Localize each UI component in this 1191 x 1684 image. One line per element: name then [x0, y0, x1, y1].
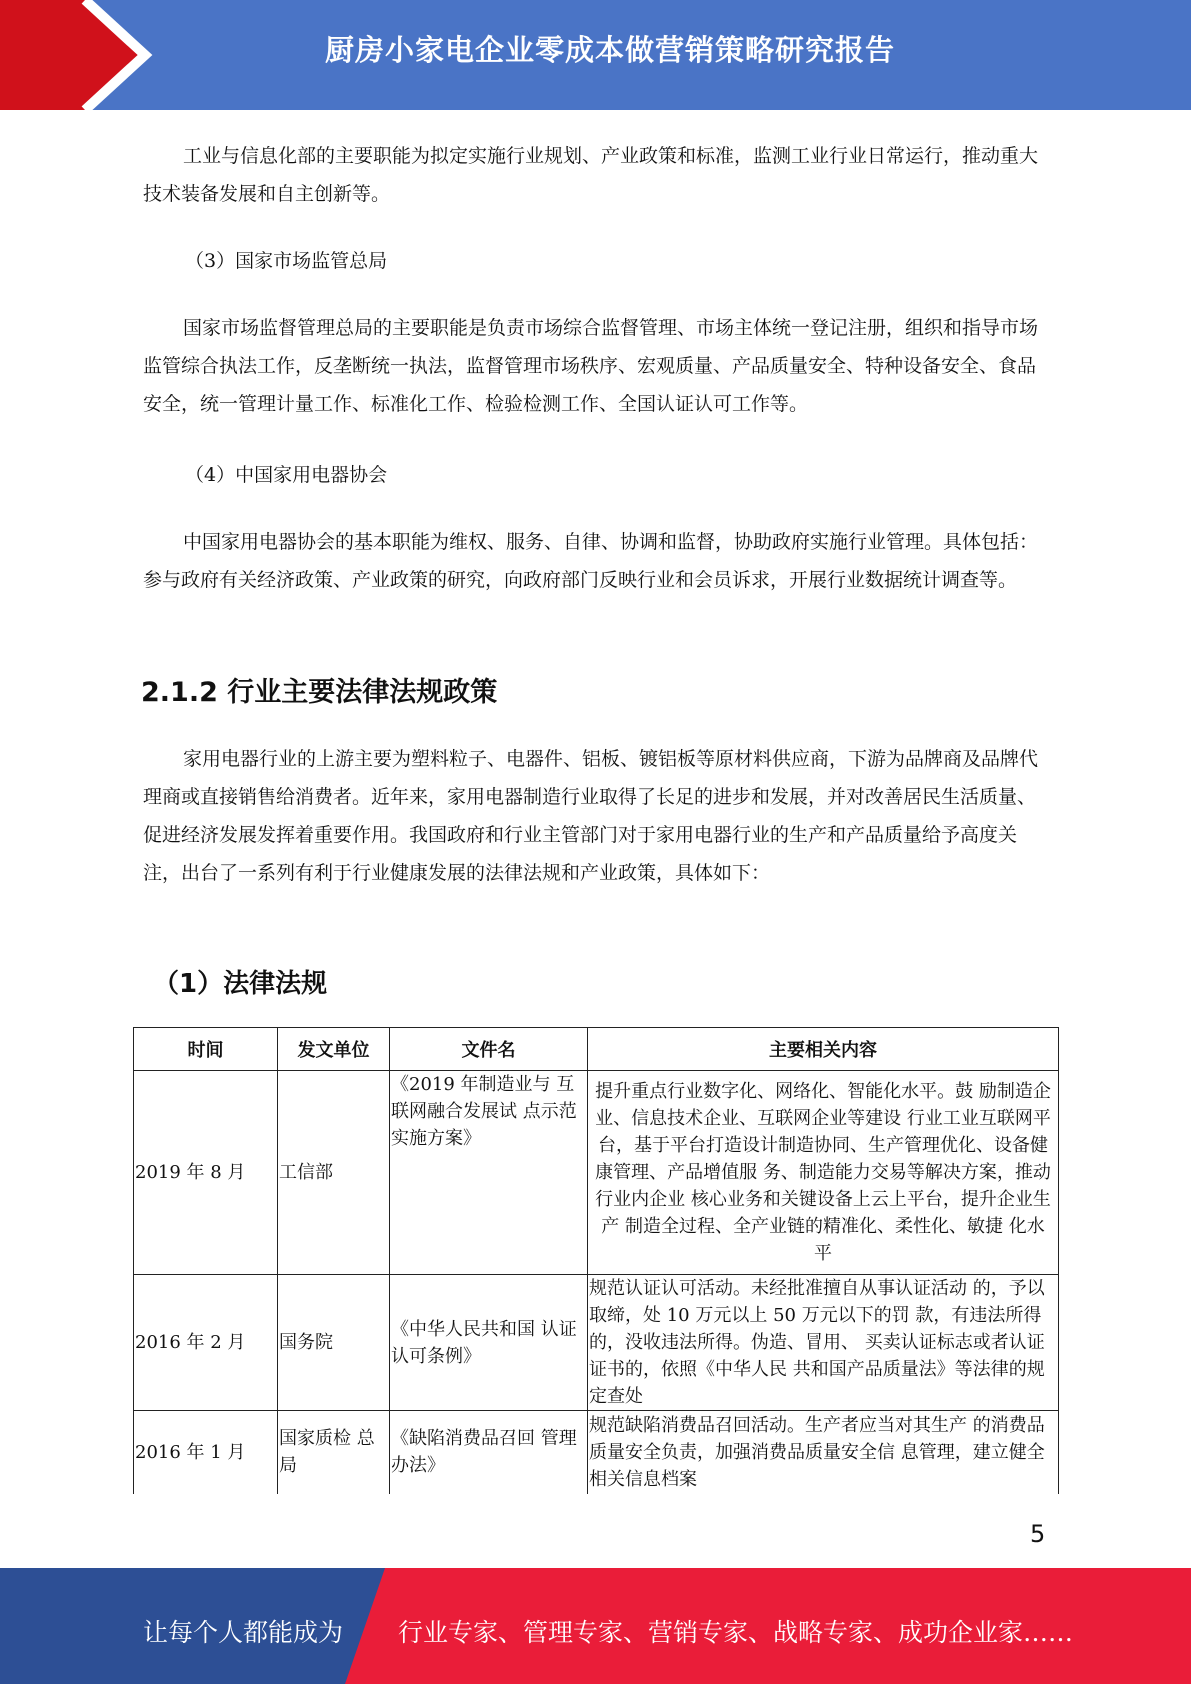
paragraph-industry-overview: 家用电器行业的上游主要为塑料粒子、电器件、铝板、镀铝板等原材料供应商，下游为品牌商及品牌代理商或直接销售给消费者。近年来，家用电器制造行业取得了长足的进步和发展，并对改善居民生活质量、促进经济发展发挥着重要作用。我国政府和行业主管部门对于家用电器行业的生产和产品质量给予高度关注，出台了一系列有利于行业健康发展的法律法规和产业政策，具体如下：: [143, 748, 1039, 884]
cell-document: 《2019 年制造业与 互联网融合发展试 点示范实施方案》: [390, 1071, 588, 1275]
paragraph-miit-duties: 工业与信息化部的主要职能为拟定实施行业规划、产业政策和标准，监测工业行业日常运行，推动重大技术装备发展和自主创新等。: [143, 145, 1039, 205]
table-header-row: [134, 1028, 1059, 1071]
subheading-laws: （1）法律法规: [153, 969, 328, 999]
table-row: [134, 1071, 1059, 1275]
page-number: 5: [1030, 1520, 1046, 1548]
header-document: 文件名: [390, 1028, 588, 1071]
table-row: [134, 1411, 1059, 1494]
paragraph-samr-duties: 国家市场监督管理总局的主要职能是负责市场综合监督管理、市场主体统一登记注册，组织和指导市场监管综合执法工作，反垄断统一执法，监督管理市场秩序、宏观质量、产品质量安全、特种设备安全、食品安全，统一管理计量工作、标准化工作、检验检测工作、全国认证认可工作等。: [143, 317, 1039, 415]
footer-slogan-left: 让每个人都能成为: [143, 1618, 344, 1647]
cell-content: 规范缺陷消费品召回活动。生产者应当对其生产 的消费品质量安全负责，加强消费品质量安全信 息管理，建立健全相关信息档案: [588, 1411, 1059, 1494]
header-content: 主要相关内容: [588, 1028, 1059, 1071]
subsection-samr: （3）国家市场监管总局: [185, 250, 388, 272]
cell-content: 规范认证认可活动。未经批准擅自从事认证活动 的，予以取缔，处 10 万元以上 50 万元以下的罚 款，有违法所得的，没收违法所得。伪造、冒用、 买卖认证标志或者认证证书的，依照《中华人民 共和国产品质量法》等法律的规定查处: [588, 1275, 1059, 1411]
paragraph-cheaa-duties: 中国家用电器协会的基本职能为维权、服务、自律、协调和监督，协助政府实施行业管理。具体包括：参与政府有关经济政策、产业政策的研究，向政府部门反映行业和会员诉求，开展行业数据统计调查等。: [143, 531, 1039, 591]
cell-unit: 工信部: [278, 1071, 390, 1275]
report-title: 厨房小家电企业零成本做营销策略研究报告: [324, 33, 895, 67]
cell-time: 2016 年 1 月: [134, 1411, 278, 1494]
laws-table: [133, 1027, 1059, 1494]
cell-unit: 国务院: [278, 1275, 390, 1411]
cell-content: 提升重点行业数字化、网络化、智能化水平。鼓 励制造企业、信息技术企业、互联网企业等建设 行业工业互联网平台，基于平台打造设计制造协同、生产管理优化、设备健康管理、产品增值服 务、制造能力交易等解决方案，推动行业内企业 核心业务和关键设备上云上平台，提升企业生产 制造全过程、全产业链的精准化、柔性化、敏捷 化水平: [588, 1071, 1059, 1275]
cell-unit: 国家质检 总局: [278, 1411, 390, 1494]
cell-time: 2016 年 2 月: [134, 1275, 278, 1411]
footer-slogan-right: 行业专家、管理专家、营销专家、战略专家、成功企业家……: [398, 1618, 1074, 1647]
subsection-cheaa: （4）中国家用电器协会: [185, 464, 388, 486]
table-row: [134, 1275, 1059, 1411]
header-unit: 发文单位: [278, 1028, 390, 1071]
cell-document: 《缺陷消费品召回 管理办法》: [390, 1411, 588, 1494]
cell-time: 2019 年 8 月: [134, 1071, 278, 1275]
cell-document: 《中华人民共和国 认证认可条例》: [390, 1275, 588, 1411]
section-heading: 2.1.2 行业主要法律法规政策: [141, 677, 498, 708]
header-time: 时间: [134, 1028, 278, 1071]
